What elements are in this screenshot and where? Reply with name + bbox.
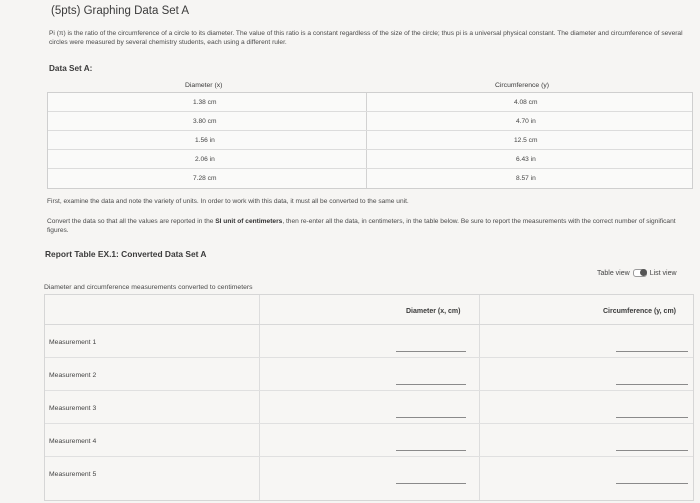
circumference-cell: 6.43 in [516, 156, 536, 163]
report-table-title: Report Table EX.1: Converted Data Set A [45, 249, 207, 259]
table-row [48, 169, 692, 188]
circumference-cell: 4.70 in [516, 118, 536, 125]
measurement-label: Measurement 1 [49, 339, 97, 346]
diameter-header: Diameter (x) [185, 82, 223, 89]
si-unit-emphasis: SI unit of centimeters [215, 218, 283, 225]
report-table [44, 294, 694, 501]
diameter-cell: 1.38 cm [193, 99, 217, 106]
diameter-input[interactable] [396, 409, 466, 418]
report-table-header [45, 295, 693, 325]
convert-instruction-start: Convert the data so that all the values are reported in the [47, 218, 216, 225]
circumference-cell: 4.08 cm [514, 99, 538, 106]
measurement-label: Measurement 3 [49, 405, 97, 412]
view-switch[interactable] [633, 269, 647, 277]
convert-instruction [47, 217, 687, 235]
report-table-caption: Diameter and circumference measurements converted to centimeters [44, 284, 253, 291]
diameter-cell: 3.80 cm [193, 118, 217, 125]
circumference-input[interactable] [616, 343, 688, 352]
dataset-label: Data Set A: [49, 64, 93, 73]
diameter-input[interactable] [396, 475, 466, 484]
table-row [45, 358, 693, 391]
diameter-input[interactable] [396, 343, 466, 352]
view-toggle[interactable] [597, 269, 677, 277]
circumference-input[interactable] [616, 376, 688, 385]
data-set-a-table [47, 80, 693, 190]
table-row [45, 391, 693, 424]
table-row [45, 424, 693, 457]
circumference-cm-header: Circumference (y, cm) [603, 308, 677, 315]
table-view-label[interactable]: Table view [597, 269, 630, 277]
data-set-a-grid [47, 92, 693, 189]
circumference-input[interactable] [616, 442, 688, 451]
measurement-label: Measurement 5 [49, 471, 97, 478]
circumference-cell: 12.5 cm [514, 137, 538, 144]
table-row [48, 93, 692, 112]
diameter-cell: 1.56 in [195, 137, 215, 144]
table-row [48, 131, 692, 150]
intro-paragraph: Pi (π) is the ratio of the circumference of a circle to its diameter. The value of this ratio is a constant regardless of the size of the circle; thus pi is a universal physical constant. The diameter and circumference of several circles were measured by several chemistry students, each using a different ruler. [49, 30, 683, 46]
diameter-input[interactable] [396, 376, 466, 385]
table-row [48, 150, 692, 169]
circumference-input[interactable] [616, 409, 688, 418]
circumference-input[interactable] [616, 475, 688, 484]
convert-instruction-end: , then re-enter all the data, in centimeters, in the table below. Be sure to report the measurements with the correct number of significant figures. [47, 218, 676, 234]
table-row [45, 457, 693, 490]
page-title: (5pts) Graphing Data Set A [51, 5, 190, 17]
measurement-label: Measurement 2 [49, 372, 97, 379]
diameter-cell: 7.28 cm [193, 175, 217, 182]
diameter-input[interactable] [396, 442, 466, 451]
diameter-cm-header: Diameter (x, cm) [406, 308, 461, 315]
table-row [48, 112, 692, 131]
circumference-header: Circumference (y) [495, 82, 550, 89]
list-view-label[interactable]: List view [649, 269, 677, 277]
table-row [45, 325, 693, 358]
circumference-cell: 8.57 in [516, 175, 536, 182]
instruction-paragraph: First, examine the data and note the variety of units. In order to work with this data, it must all be converted to the same unit. [47, 198, 409, 205]
measurement-label: Measurement 4 [49, 438, 97, 445]
diameter-cell: 2.06 in [195, 156, 215, 163]
